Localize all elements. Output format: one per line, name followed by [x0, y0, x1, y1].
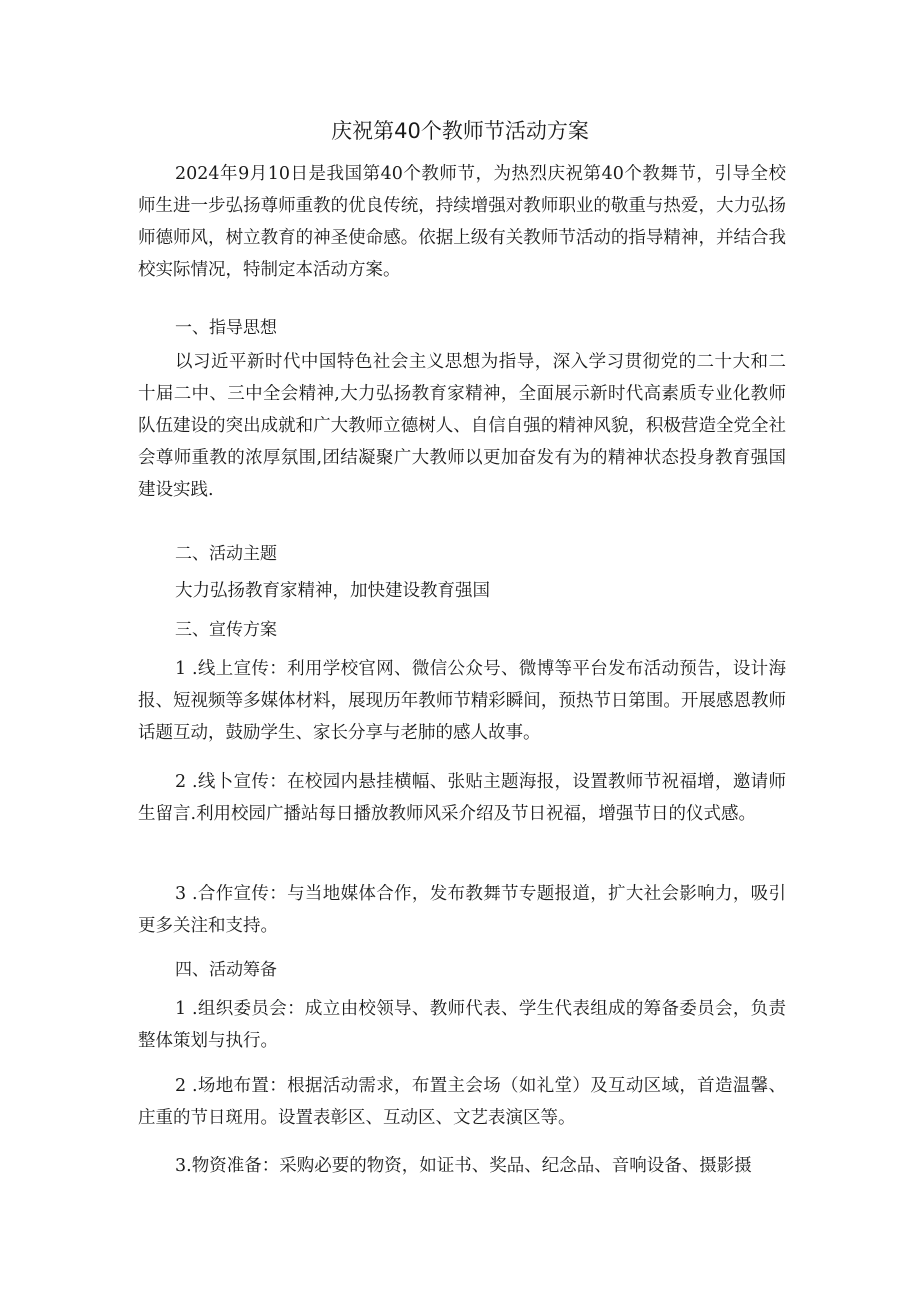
section-heading-publicity-plan: 三、宣传方案	[175, 620, 277, 640]
section-heading-preparation: 四、活动筹备	[175, 960, 277, 980]
publicity-online-paragraph: 1 .线上宣传：利用学校官网、微信公众号、微博等平台发布活动预告，设计海报、短视频等多媒体材料，展现历年教师节精彩瞬间，预热节日第围。开展感恩教师话题互动，鼓励学生、家长分享与老肺的感人故事。	[138, 659, 786, 743]
preparation-materials-paragraph: 3.物资准备：采购必要的物资，如证书、奖品、纪念品、音响设备、摄影摄	[175, 1156, 752, 1176]
preparation-venue-paragraph: 2 .场地布置：根据活动需求，布置主会场（如礼堂）及互动区域，首造温馨、庄重的节日斑用。设置表彰区、互动区、文艺表演区等。	[138, 1076, 786, 1128]
intro-paragraph: 2024年9月10日是我国第40个教师节，为热烈庆祝第40个教舞节，引导全校师生进一步弘扬尊师重教的优良传统，持续增强对教师职业的敬重与热爱，大力弘扬师德师风，树立教育的神圣使命感。依据上级有关教师节活动的指导精神，并结合我校实际情况，特制定本活动方案。	[138, 164, 786, 280]
section-heading-guiding-ideology: 一、指导思想	[175, 318, 277, 338]
publicity-offline-paragraph: 2 .线卜宣传：在校园内悬挂横幅、张贴主题海报，设置教师节祝福增，邀请师生留言.利用校园广播站每日播放教师风采介绍及节日祝福，增强节日的仪式感。	[138, 772, 786, 824]
document-title: 庆祝第40个教师节活动方案	[331, 119, 589, 143]
preparation-committee-paragraph: 1 .组织委员会：成立由校领导、教师代表、学生代表组成的筹备委员会，负责整体策划与执行。	[138, 999, 786, 1051]
publicity-cooperation-paragraph: 3 .合作宣传：与当地媒体合作，发布教舞节专题报道，扩大社会影响力，吸引更多关注和支持。	[138, 884, 786, 936]
guiding-ideology-paragraph: 以习近平新时代中国特色社会主义思想为指导，深入学习贯彻党的二十大和二十届二中、三中全会精神,大力弘扬教育家精神，全面展示新时代高素质专业化教师队伍建设的突出成就和广大教师立德树人、自信自强的精神风貌，积极营造全党全社会尊师重教的浓厚氛围,团结凝聚广大教师以更加奋发有为的精神状态投身教育强国建设实践.	[138, 352, 786, 500]
activity-theme-text: 大力弘扬教育家精神，加快建设教育强国	[175, 581, 490, 601]
section-heading-activity-theme: 二、活动主题	[175, 544, 277, 564]
